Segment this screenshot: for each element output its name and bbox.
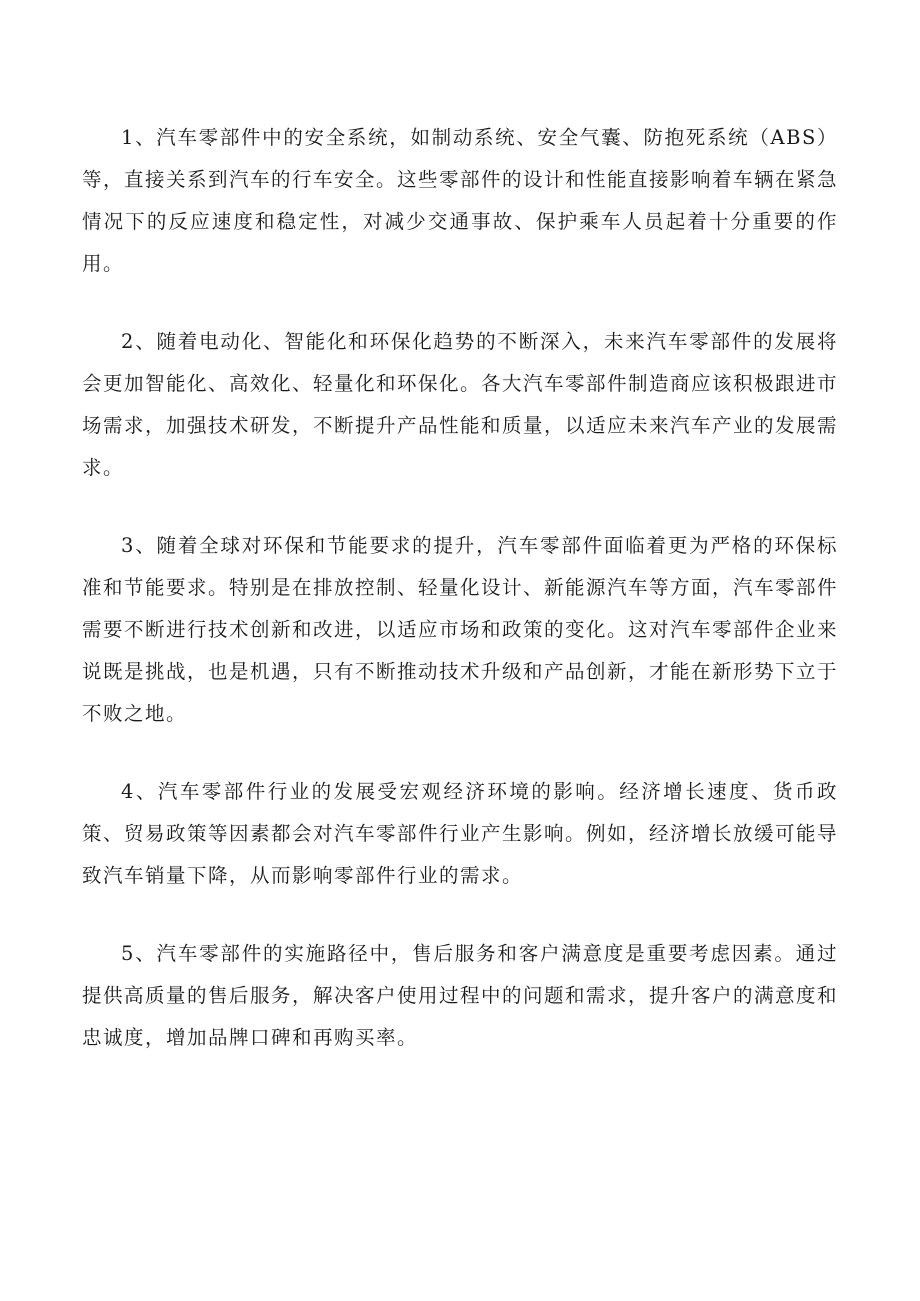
paragraph-4: 4、汽车零部件行业的发展受宏观经济环境的影响。经济增长速度、货币政策、贸易政策等因素都会对汽车零部件行业产生影响。例如，经济增长放缓可能导致汽车销量下降，从而影响零部件行业的需求。 bbox=[82, 780, 839, 887]
document-body bbox=[82, 117, 838, 1095]
paragraph-2: 2、随着电动化、智能化和环保化趋势的不断深入，未来汽车零部件的发展将会更加智能化、高效化、轻量化和环保化。各大汽车零部件制造商应该积极跟进市场需求，加强技术研发，不断提升产品性能和质量，以适应未来汽车产业的发展需求。 bbox=[82, 330, 839, 479]
paragraph-5: 5、汽车零部件的实施路径中，售后服务和客户满意度是重要考虑因素。通过提供高质量的售后服务，解决客户使用过程中的问题和需求，提升客户的满意度和忠诚度，增加品牌口碑和再购买率。 bbox=[82, 942, 839, 1049]
paragraph-1: 1、汽车零部件中的安全系统，如制动系统、安全气囊、防抱死系统（ABS）等，直接关系到汽车的行车安全。这些零部件的设计和性能直接影响着车辆在紧急情况下的反应速度和稳定性，对减少交通事故、保护乘车人员起着十分重要的作用。 bbox=[82, 126, 839, 275]
paragraph-3: 3、随着全球对环保和节能要求的提升，汽车零部件面临着更为严格的环保标准和节能要求。特别是在排放控制、轻量化设计、新能源汽车等方面，汽车零部件需要不断进行技术创新和改进，以适应市场和政策的变化。这对汽车零部件企业来说既是挑战，也是机遇，只有不断推动技术升级和产品创新，才能在新形势下立于不败之地。 bbox=[82, 534, 839, 725]
